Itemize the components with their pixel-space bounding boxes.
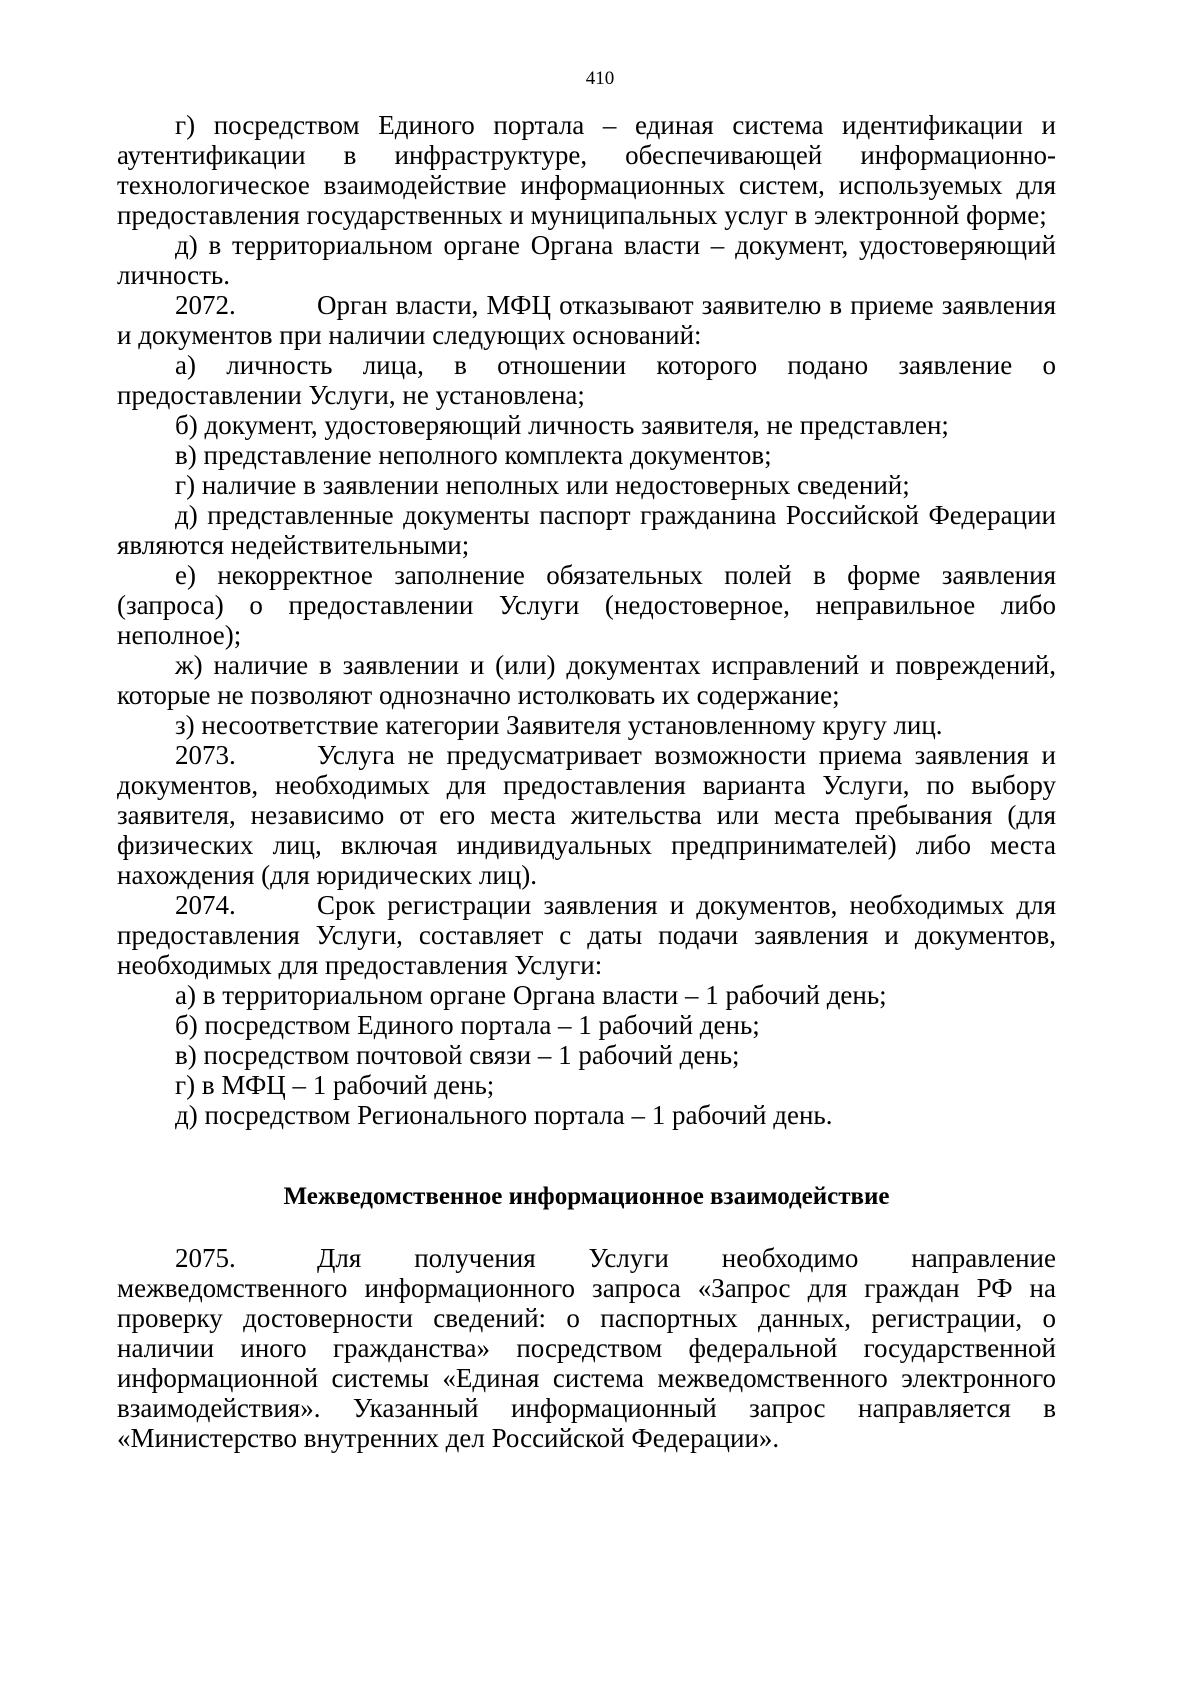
clause-2075 (117, 1243, 1056, 1453)
spacer (117, 1130, 1056, 1182)
list-item: а) в территориальном органе Органа власти – 1 рабочий день; (175, 980, 887, 1010)
list-item: г) наличие в заявлении неполных или недостоверных сведений; (175, 470, 910, 500)
clause-text: Срок регистрации заявления и документов, необходимых для предоставления Услуги, составляет с даты подачи заявления и документов, необходимых для предоставления Услуги: (117, 890, 1056, 980)
clause-number: 2073. (175, 740, 236, 770)
clause-text: Орган власти, МФЦ отказывают заявителю в приеме заявления и документов при наличии следующих оснований: (117, 290, 1056, 350)
list-item: ж) наличие в заявлении и (или) документах исправлений и повреждений, которые не позволяют однозначно истолковать их содержание; (117, 650, 1056, 710)
section-heading: Межведомственное информационное взаимодействие (283, 1183, 890, 1210)
clause-number: 2072. (175, 290, 236, 320)
list-item: д) посредством Регионального портала – 1 рабочий день. (175, 1100, 833, 1130)
clause-text: Для получения Услуги необходимо направление межведомственного информационного запроса «Запрос для граждан РФ на проверку достоверности сведений: о паспортных данных, регистрации, о наличии иного гражданства» посредством федеральной государственной информационной системы «Единая система межведомственного электронного взаимодействия». Указанный информационный запрос направляется в «Министерство внутренних дел Российской Федерации». (117, 1243, 1056, 1453)
list-item: з) несоответствие категории Заявителя установленному кругу лиц. (175, 710, 943, 740)
list-item: в) представление неполного комплекта документов; (175, 440, 772, 470)
list-item: а) личность лица, в отношении которого подано заявление о предоставлении Услуги, не установлена; (117, 350, 1056, 410)
list-item: г) в МФЦ – 1 рабочий день; (175, 1070, 495, 1100)
page-number: 410 (585, 68, 615, 89)
clause-2074 (117, 890, 1056, 980)
clause-number: 2074. (175, 890, 236, 920)
paragraph-g-portal: г) посредством Единого портала – единая система идентификации и аутентификации в инфраструктуре, обеспечивающей информационно-технологическое взаимодействие информационных систем, используемых для предоставления государственных и муниципальных услуг в электронной форме; (117, 110, 1056, 230)
clause-number: 2075. (175, 1243, 236, 1273)
paragraph-d-territorial: д) в территориальном органе Органа власти – документ, удостоверяющий личность. (117, 230, 1056, 290)
clause-2072 (117, 290, 1056, 350)
list-item: е) некорректное заполнение обязательных полей в форме заявления (запроса) о предоставлении Услуги (недостоверное, неправильное либо неполное); (117, 560, 1056, 650)
list-item: д) представленные документы паспорт гражданина Российской Федерации являются недействительными; (117, 500, 1056, 560)
document-body (117, 110, 1056, 1453)
list-item: в) посредством почтовой связи – 1 рабочий день; (175, 1040, 740, 1070)
spacer (117, 1212, 1056, 1243)
clause-text: Услуга не предусматривает возможности приема заявления и документов, необходимых для предоставления варианта Услуги, по выбору заявителя, независимо от его места жительства или места пребывания (для физических лиц, включая индивидуальных предпринимателей) либо места нахождения (для юридических лиц). (117, 740, 1056, 890)
list-item: б) документ, удостоверяющий личность заявителя, не представлен; (175, 410, 949, 440)
clause-2073 (117, 740, 1056, 890)
list-item: б) посредством Единого портала – 1 рабочий день; (175, 1010, 760, 1040)
